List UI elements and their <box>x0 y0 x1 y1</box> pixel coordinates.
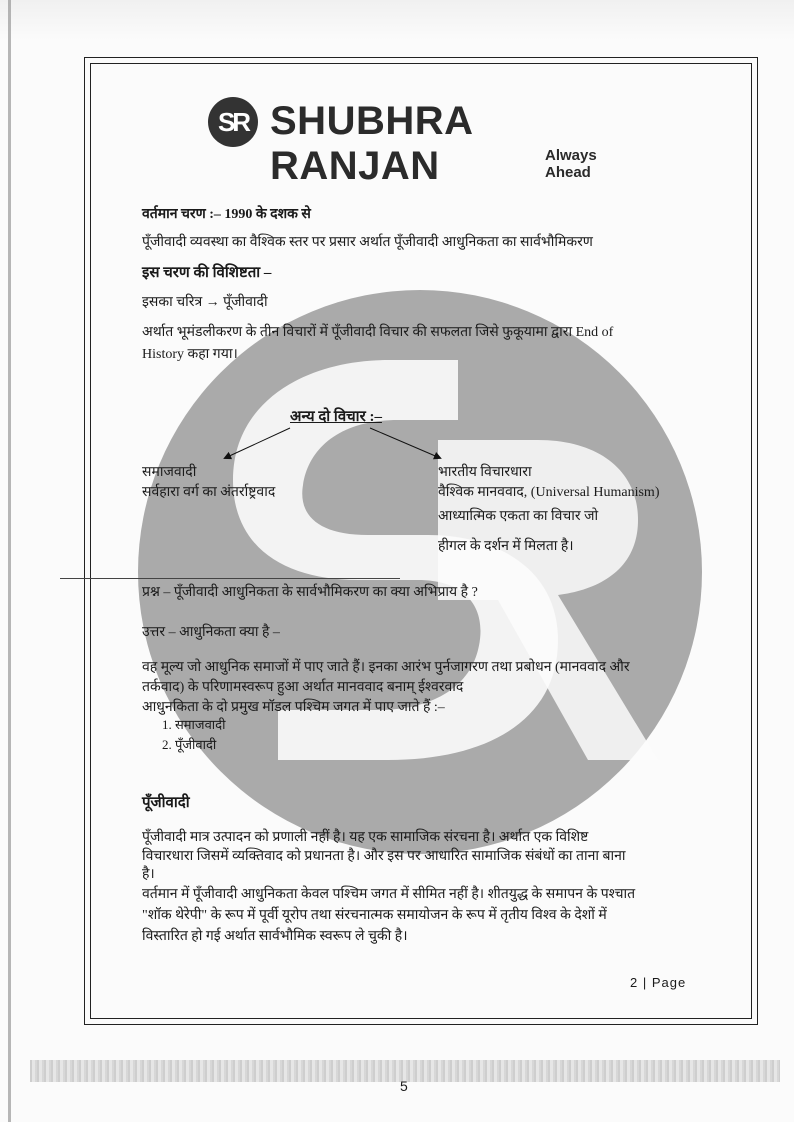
paragraph-line: वर्तमान में पूँजीवादी आधुनिकता केवल पश्चिम जगत में सीमित नहीं है। शीतयुद्ध के समापन के पश्चात <box>142 887 636 902</box>
paragraph-line: वह मूल्य जो आधुनिक समाजों में पाए जाते हैं। इनका आरंभ पुर्नजागरण तथा प्रबोधन (मानववाद और <box>142 660 630 675</box>
scan-page-number: 5 <box>400 1078 408 1094</box>
paragraph-line: अर्थात भूमंडलीकरण के तीन विचारों में पूँजीवादी विचार की सफलता जिसे फुकूयामा द्वारा End of <box>142 325 614 340</box>
page-footer: 2 | Page <box>630 975 687 990</box>
paragraph-line: पूँजीवादी व्यवस्था का वैश्विक स्तर पर प्रसार अर्थात पूँजीवादी आधुनिकता का सार्वभौमिकरण <box>142 235 593 250</box>
section-heading: पूँजीवादी <box>142 795 190 811</box>
right-column-line: भारतीय विचारधारा <box>438 465 532 480</box>
paragraph-line: विस्तारित हो गई अर्थात सार्वभौमिक स्वरूप ले चुकी है। <box>142 929 408 944</box>
paragraph-line: "शॉक थेरेपी" के रूप में पूर्वी यूरोप तथा संरचनात्मक समायोजन के रूप में तृतीय विश्व के देशों में <box>142 908 607 923</box>
right-column-line: वैश्विक मानववाद, (Universal Humanism) <box>438 485 660 500</box>
right-column-line: हीगल के दर्शन में मिलता है। <box>438 539 574 554</box>
brand-tagline: Always Ahead <box>545 147 597 181</box>
paragraph-line: पूँजीवादी मात्र उत्पादन को प्रणाली नहीं है। यह एक सामाजिक संरचना है। अर्थात एक विशिष्ट <box>142 830 589 845</box>
other-ideas-heading: अन्य दो विचार :– <box>290 409 382 425</box>
question: प्रश्न – पूँजीवादी आधुनिकता के सार्वभौमिकरण का क्या अभिप्राय है ? <box>142 585 478 600</box>
right-column-line: आध्यात्मिक एकता का विचार जो <box>438 509 599 524</box>
arrow-right <box>370 428 440 458</box>
paragraph-line: History कहा गया। <box>142 347 238 362</box>
arrow-left <box>225 428 290 458</box>
sr-logo-mark: SR <box>208 97 258 147</box>
list-item: 2. पूँजीवादी <box>162 737 217 752</box>
list-item: 1. समाजवादी <box>162 717 226 732</box>
paragraph-line: आधुनकिता के दो प्रमुख मॉडल पश्चिम जगत में पाए जाते हैं :– <box>142 700 445 715</box>
answer-heading: उत्तर – आधुनिकता क्या है – <box>142 625 280 640</box>
subheading: इस चरण की विशिष्टता – <box>142 265 272 281</box>
paragraph-line: इसका चरित्र → पूँजीवादी <box>142 295 268 310</box>
left-column-line: सर्वहारा वर्ग का अंतर्राष्ट्रवाद <box>142 485 276 500</box>
divider-line <box>60 578 400 579</box>
brand-name: SHUBHRA RANJAN <box>270 99 473 188</box>
left-column-line: समाजवादी <box>142 465 197 480</box>
paragraph-line: विचारधारा जिसमें व्यक्तिवाद को प्रधानता है। और इस पर आधारित सामाजिक संबंधों का ताना बाना <box>142 849 626 864</box>
section-heading: वर्तमान चरण :– 1990 के दशक से <box>142 207 311 222</box>
paragraph-line: है। <box>142 867 155 882</box>
paragraph-line: तर्कवाद) के परिणामस्वरूप हुआ अर्थात मानववाद बनाम् ईश्वरवाद <box>142 680 464 695</box>
